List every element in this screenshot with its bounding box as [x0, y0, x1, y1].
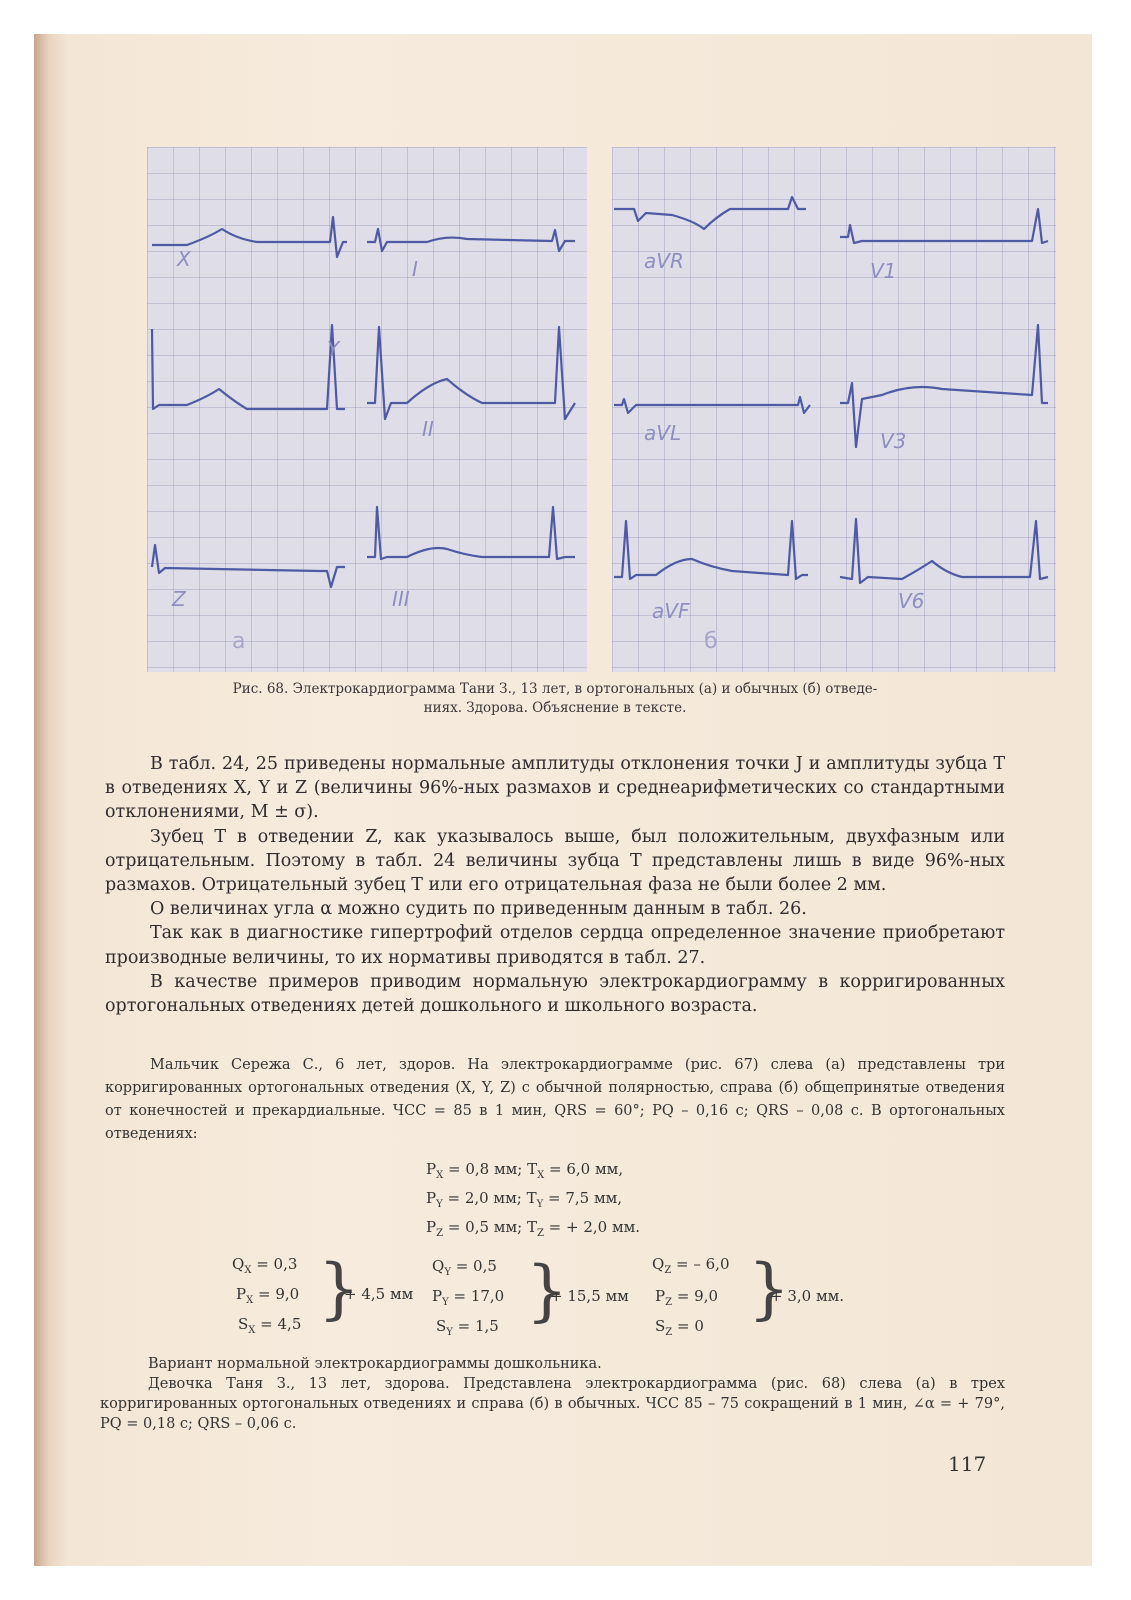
variant-heading: Вариант нормальной электрокардиограммы дошкольника. [148, 1356, 602, 1372]
tx-value: 6,0 мм, [566, 1160, 624, 1178]
lead-label-ii: II [422, 417, 434, 441]
ecg-traces-a [147, 147, 587, 672]
paragraph-3: О величинах угла α можно судить по приведенным данным в табл. 26. [150, 899, 807, 920]
sx-line: $S_X = 4,5$ [238, 1315, 302, 1336]
example-paragraph: Мальчик Сережа С., 6 лет, здоров. На электрокардиограмме (рис. 67) слева (а) представлены три корригированных ортогональных отведения (X, Y, Z) с обычной полярностью, справа (б) общепринятые отведения от конечностей и прекардиальные. ЧСС = 85 в 1 мин, QRS = 60°; PQ – 0,16 с; QRS – 0,08 с. В ортогональных отведениях: [105, 1057, 1005, 1142]
variant-text [100, 1354, 1005, 1434]
sy-value: 1,5 [475, 1317, 499, 1335]
pz-value: 0,5 мм; [465, 1218, 523, 1236]
sz-line: $S_Z = 0$ [655, 1317, 704, 1338]
trace-ii [367, 327, 575, 419]
py-value: 2,0 мм; [464, 1189, 522, 1207]
paragraph-1: В табл. 24, 25 приведены нормальные амплитуды отклонения точки J и амплитуды зубца Т в отведениях X, Y и Z (величины 96%-ных размахов и среднеарифметических со стандартными отклонениями, M ± σ). [105, 754, 1005, 823]
trace-avl [614, 397, 810, 413]
lead-label-v1: V1 [870, 259, 897, 283]
paragraph-2: Зубец Т в отведении Z, как указывалось выше, был положительным, двухфазным или отрицательным. Поэтому в табл. 24 величины зубца Т представлены лишь в виде 96%-ных размахов. Отрицательный зубец Т или его отрицательная фаза не были более 2 мм. [105, 826, 1005, 896]
body-text [105, 752, 1005, 1018]
tz-value: + 2,0 мм. [566, 1218, 641, 1236]
trace-v1 [840, 209, 1048, 243]
brace-x: } [318, 1250, 360, 1327]
px2-line: $P_X = 9,0$ [236, 1285, 300, 1306]
caption-line-1: Рис. 68. Электрокардиограмма Тани З., 13 лет, в ортогональных (а) и обычных (б) отведе- [232, 681, 878, 697]
trace-y [152, 325, 345, 409]
sz-value: 0 [694, 1317, 704, 1335]
pz2-line: $P_Z = 9,0$ [655, 1287, 719, 1308]
trace-i [367, 229, 575, 251]
lead-label-avf: aVF [652, 599, 690, 623]
qz-line: $Q_Z$ = – 6,0 [652, 1255, 730, 1276]
qx-line: $Q_X = 0,3$ [232, 1255, 298, 1276]
variant-paragraph: Девочка Таня З., 13 лет, здорова. Представлена электрокардиограмма (рис. 68) слева (а) в трех корригированных ортогональных отведениях и справа (б) в обычных. ЧСС 85 – 75 сокращений в 1 мин, ∠α = + 79°, PQ = 0,18 с; QRS – 0,06 с. [100, 1376, 1005, 1432]
px-value: 0,8 мм; [465, 1160, 523, 1178]
py2-line: $P_Y = 17,0$ [432, 1287, 505, 1308]
lead-label-iii: III [392, 587, 410, 611]
py2-value: 17,0 [470, 1287, 505, 1305]
trace-v3 [840, 325, 1048, 447]
panel-label-b: б [704, 629, 718, 654]
page-number: 117 [948, 1452, 987, 1476]
lead-label-i: I [412, 257, 418, 281]
trace-avf [614, 521, 808, 579]
qy-line: $Q_Y = 0,5$ [432, 1257, 497, 1278]
lead-label-z: Z [172, 587, 186, 611]
lead-label-x: X [177, 247, 191, 271]
pz2-value: 9,0 [694, 1287, 719, 1305]
trace-z [152, 545, 345, 587]
qx-value: 0,3 [273, 1255, 298, 1273]
ty-value: 7,5 мм, [565, 1189, 623, 1207]
lead-label-y: Y [327, 337, 340, 361]
ecg-traces-b [612, 147, 1056, 672]
lead-label-v6: V6 [898, 589, 925, 613]
qz-value: – 6,0 [693, 1255, 730, 1273]
sum-z: + 3,0 мм. [770, 1287, 845, 1305]
trace-avr [614, 197, 806, 229]
sum-y: + 15,5 мм [550, 1287, 629, 1305]
lead-label-avr: aVR [644, 249, 684, 273]
panel-label-a: а [232, 629, 246, 654]
trace-v6 [840, 519, 1048, 583]
formula-y: $P_Y = 2,0$ мм; $T_Y = 7,5$ мм, [426, 1189, 623, 1210]
formula-z: $P_Z = 0,5$ мм; $T_Z$ = + 2,0 мм. [426, 1218, 641, 1239]
lead-label-avl: aVL [644, 421, 682, 445]
sum-x: + 4,5 мм [344, 1285, 414, 1303]
caption-line-2: ниях. Здорова. Объяснение в тексте. [423, 700, 687, 716]
sx-value: 4,5 [277, 1315, 302, 1333]
formula-x: $P_X = 0,8$ мм; $T_X = 6,0$ мм, [426, 1160, 624, 1181]
figure-caption [105, 680, 1005, 718]
lead-label-v3: V3 [880, 429, 907, 453]
qy-value: 0,5 [473, 1257, 497, 1275]
paragraph-4: Так как в диагностике гипертрофий отделов сердца определенное значение приобретают производные величины, то их нормативы приводятся в табл. 27. [105, 923, 1005, 968]
trace-iii [367, 507, 575, 559]
brace-y: } [526, 1252, 568, 1329]
sy-line: $S_Y = 1,5$ [436, 1317, 499, 1338]
ecg-panel-a [147, 147, 587, 672]
brace-z: } [748, 1250, 790, 1327]
ecg-panel-b [612, 147, 1056, 672]
paragraph-5: В качестве примеров приводим нормальную электрокардиограмму в корригированных ортогональных отведениях детей дошкольного и школьного возраста. [105, 971, 1005, 1017]
example-text [105, 1054, 1005, 1146]
px2-value: 9,0 [275, 1285, 300, 1303]
